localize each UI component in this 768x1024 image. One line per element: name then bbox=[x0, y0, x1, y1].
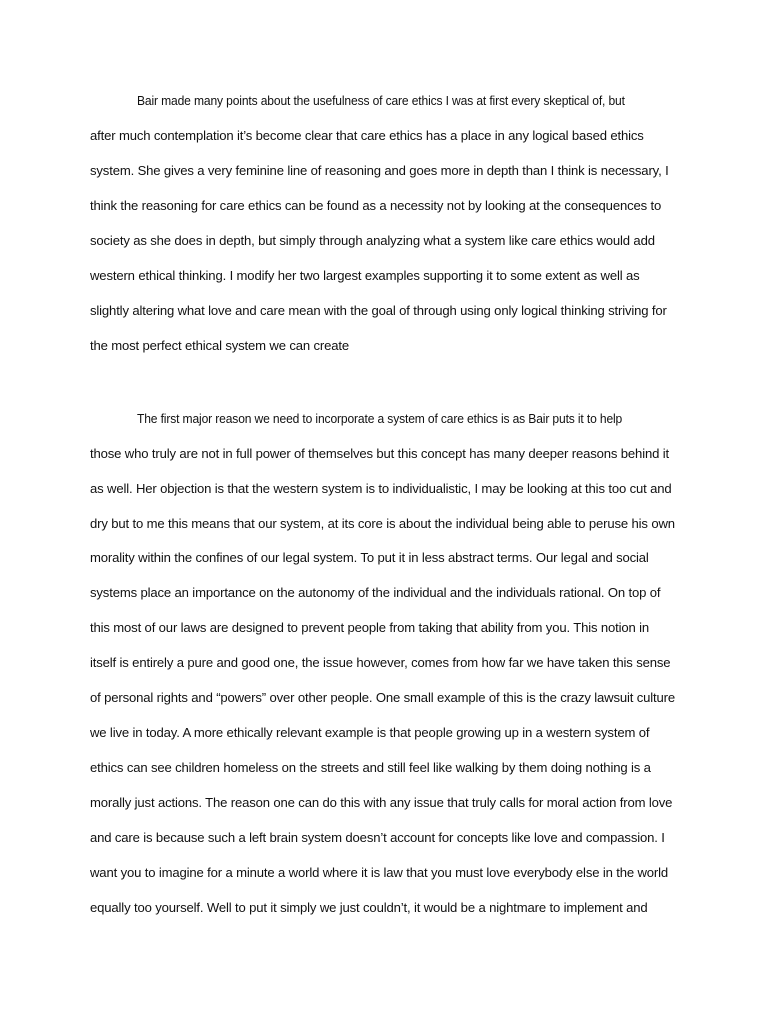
paragraph-1-line-7: slightly altering what love and care mean with the goal of through using only logical thinking striving for bbox=[90, 303, 667, 318]
paragraph-2-line-12: morally just actions. The reason one can do this with any issue that truly calls for moral action from love bbox=[90, 795, 673, 810]
paragraph-2-line-9: of personal rights and “powers” over other people. One small example of this is the crazy lawsuit culture bbox=[90, 690, 676, 705]
paragraph-1-line-8: the most perfect ethical system we can create bbox=[90, 338, 350, 353]
paragraph-1-line-1: Bair made many points about the usefulness of care ethics I was at first every skeptical of, but bbox=[137, 93, 625, 108]
paragraph-1-line-4: think the reasoning for care ethics can be found as a necessity not by looking at the consequences to bbox=[90, 198, 662, 213]
paragraph-2-line-8: itself is entirely a pure and good one, the issue however, comes from how far we have taken this sense bbox=[90, 655, 671, 670]
paragraph-2-line-3: as well. Her objection is that the western system is to individualistic, I may be looking at this too cut and bbox=[90, 481, 672, 496]
paragraph-1-line-6: western ethical thinking. I modify her two largest examples supporting it to some extent as well as bbox=[90, 268, 640, 283]
paragraph-2-line-15: equally too yourself. Well to put it simply we just couldn’t, it would be a nightmare to implement and bbox=[90, 900, 648, 915]
paragraph-2-line-14: want you to imagine for a minute a world where it is law that you must love everybody else in the world bbox=[90, 865, 669, 880]
paragraph-2-line-13: and care is because such a left brain system doesn’t account for concepts like love and compassion. I bbox=[90, 830, 665, 845]
paragraph-1-line-5: society as she does in depth, but simply through analyzing what a system like care ethics would add bbox=[90, 233, 655, 248]
paragraph-2-line-4: dry but to me this means that our system, at its core is about the individual being able to peruse his own bbox=[90, 516, 675, 531]
paragraph-1-line-2: after much contemplation it’s become clear that care ethics has a place in any logical based ethics bbox=[90, 128, 644, 143]
paragraph-2-line-2: those who truly are not in full power of themselves but this concept has many deeper reasons behind it bbox=[90, 446, 669, 461]
paragraph-2-line-5: morality within the confines of our legal system. To put it in less abstract terms. Our legal and social bbox=[90, 550, 649, 565]
paragraph-2-line-6: systems place an importance on the autonomy of the individual and the individuals rational. On top of bbox=[90, 585, 661, 600]
paragraph-2-line-11: ethics can see children homeless on the streets and still feel like walking by them doing nothing is a bbox=[90, 760, 651, 775]
paragraph-2-line-1: The first major reason we need to incorporate a system of care ethics is as Bair puts it to help bbox=[137, 411, 623, 426]
paragraph-2-line-10: we live in today. A more ethically relevant example is that people growing up in a western system of bbox=[90, 725, 650, 740]
paragraph-1-line-3: system. She gives a very feminine line of reasoning and goes more in depth than I think is necessary, I bbox=[90, 163, 669, 178]
paragraph-2-line-7: this most of our laws are designed to prevent people from taking that ability from you. This notion in bbox=[90, 620, 650, 635]
